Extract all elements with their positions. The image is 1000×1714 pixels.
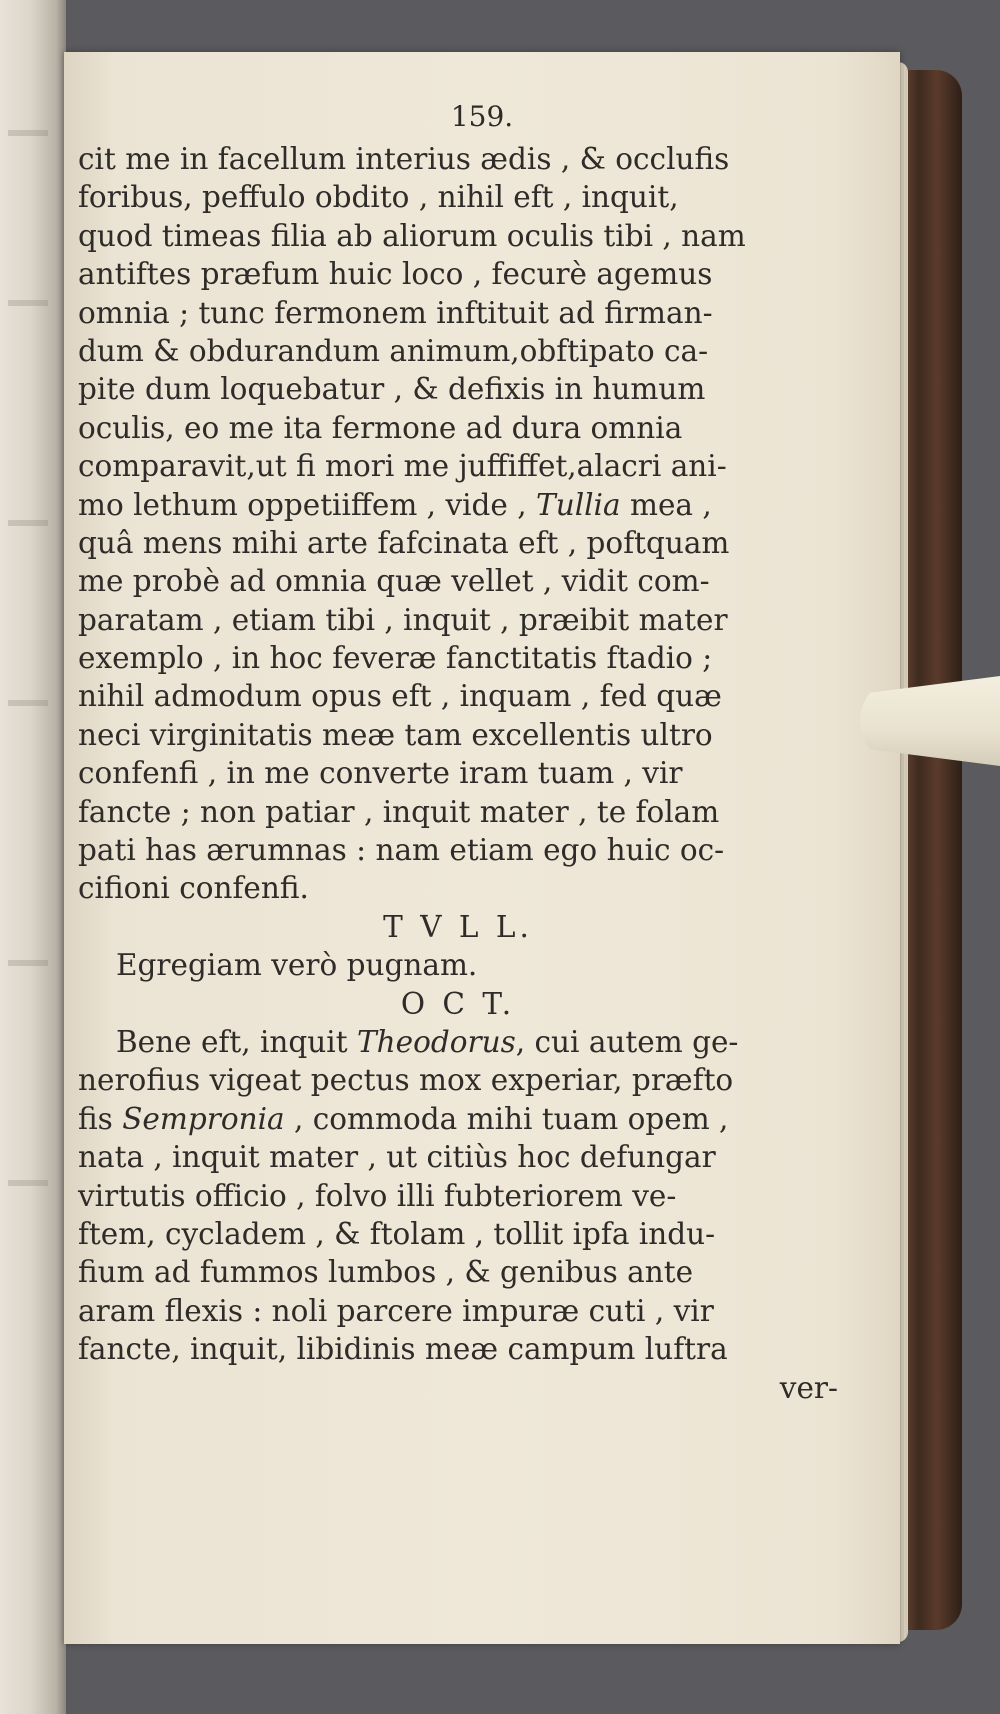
page-text — [78, 140, 838, 1407]
book-cover — [900, 70, 962, 1630]
text-line: Bene eft, inquit Theodorus, cui autem ge- — [116, 1024, 739, 1059]
text-line: T V L L. — [383, 909, 533, 944]
facing-page-edge — [0, 0, 66, 1714]
text-line: nerofius vigeat pectus mox experiar, præfto — [78, 1063, 734, 1098]
text-line: fium ad fummos lumbos , & genibus ante — [78, 1255, 694, 1290]
text-line: quod timeas filia ab aliorum oculis tibi , nam — [78, 218, 746, 253]
text-line: cit me in facellum interius ædis , & occlufis — [78, 142, 730, 176]
text-line: quâ mens mihi arte fafcinata eft , poftquam — [78, 525, 730, 560]
text-line: confenfi , in me converte iram tuam , vir — [78, 756, 683, 791]
text-line: fis Sempronia , commoda mihi tuam opem , — [78, 1101, 729, 1136]
text-line: exemplo , in hoc feveræ fanctitatis ftadio ; — [78, 641, 713, 676]
book-page — [64, 52, 900, 1644]
text-line: ftem, cycladem , & ftolam , tollit ipfa indu- — [78, 1216, 716, 1251]
italic-name: Sempronia — [122, 1101, 285, 1136]
text-line: omnia ; tunc fermonem inftituit ad firman- — [78, 295, 713, 330]
text-line: aram flexis : noli parcere impuræ cuti , vir — [78, 1293, 714, 1328]
text-line: fancte ; non patiar , inquit mater , te folam — [78, 794, 720, 829]
text-line: foribus, peffulo obdito , nihil eft , inquit, — [78, 180, 679, 215]
text-line: cifioni confenfi. — [78, 871, 309, 906]
text-line: nihil admodum opus eft , inquam , fed quæ — [78, 679, 722, 714]
text-line: paratam , etiam tibi , inquit , præibit mater — [78, 602, 728, 637]
text-line: pite dum loquebatur , & defixis in humum — [78, 372, 706, 407]
text-line: ver- — [779, 1370, 838, 1405]
italic-name: Theodorus — [356, 1024, 516, 1059]
text-line: virtutis officio , folvo illi fubteriorem ve- — [78, 1178, 677, 1213]
text-line: oculis, eo me ita fermone ad dura omnia — [78, 410, 683, 445]
text-line: comparavit,ut fi mori me juffiffet,alacri ani- — [78, 449, 727, 484]
text-line: neci virginitatis meæ tam excellentis ultro — [78, 717, 713, 752]
text-line: me probè ad omnia quæ vellet , vidit com- — [78, 564, 710, 599]
italic-name: Tullia — [536, 487, 621, 522]
text-line: mo lethum oppetiiffem , vide , Tullia mea , — [78, 487, 712, 522]
text-line: nata , inquit mater , ut citiùs hoc defungar — [78, 1140, 716, 1175]
text-line: Egregiam verò pugnam. — [116, 948, 478, 983]
text-line: fancte, inquit, libidinis meæ campum luftra — [78, 1332, 728, 1367]
text-line: antiftes præfum huic loco , fecurè agemus — [78, 257, 713, 292]
text-line: O C T. — [400, 986, 516, 1021]
text-line: dum & obdurandum animum,obftipato ca- — [78, 333, 709, 368]
page-number: 159. — [450, 100, 514, 133]
text-line: pati has ærumnas : nam etiam ego huic oc- — [78, 833, 725, 868]
